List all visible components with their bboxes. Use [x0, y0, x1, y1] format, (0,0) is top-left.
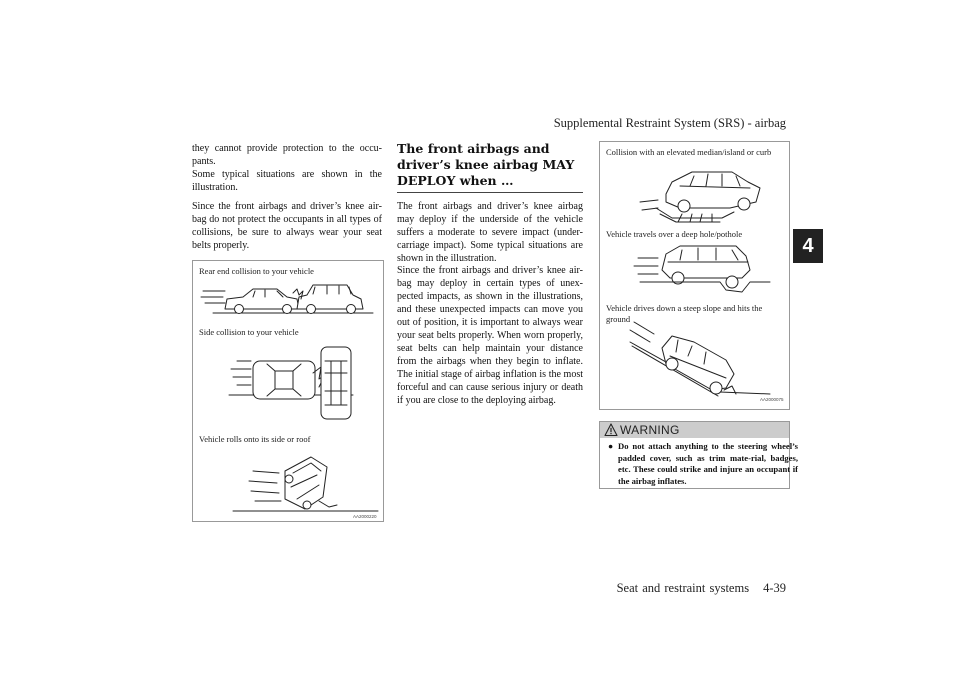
right-figure-drawings	[600, 142, 789, 409]
left-paragraph-2: Some typical situations are shown in the illustration.	[192, 169, 382, 193]
figure-label-pothole: Vehicle travels over a deep hole/pothole	[606, 229, 743, 239]
steep-slope-drawing	[630, 322, 770, 396]
figure-label-steep-slope: Vehicle drives down a steep slope and hits the ground	[606, 303, 763, 324]
warning-header	[600, 422, 789, 438]
collision-illustration-right	[599, 141, 790, 410]
pothole-drawing	[634, 246, 770, 292]
bullet-icon: ●	[608, 441, 615, 451]
figure-code: AA2000075	[760, 397, 784, 402]
footer-section-name: Seat and restraint systems	[616, 581, 750, 595]
warning-text-block	[606, 441, 798, 487]
left-figure-drawings	[193, 261, 383, 521]
page-footer	[617, 581, 786, 596]
chapter-tab: 4	[793, 229, 823, 263]
figure-code: AA2000220	[353, 514, 377, 519]
rear-end-collision-drawing	[201, 285, 373, 314]
footer-page-number: 4-39	[763, 581, 786, 595]
middle-paragraph-1: The front airbags and driver’s knee airbag may deploy if the underside of the vehicle suffers a moderate to severe impact (under-carriage impact). Some typical situations are shown in the illustration.	[397, 201, 583, 264]
figure-label-rear-end: Rear end collision to your vehicle	[199, 266, 314, 276]
warning-title: WARNING	[620, 423, 680, 437]
side-collision-drawing	[229, 347, 353, 419]
page-header-title: Supplemental Restraint System (SRS) - airbag	[553, 116, 786, 130]
rollover-drawing	[233, 457, 378, 511]
collision-illustration-left	[192, 260, 384, 522]
figure-label-median-curb: Collision with an elevated median/island or curb	[606, 147, 772, 157]
figure-label-rollover: Vehicle rolls onto its side or roof	[199, 434, 311, 444]
left-paragraph-1: they cannot provide protection to the occu-pants.	[192, 143, 382, 167]
section-heading: The front airbags and driver’s knee airbag MAY DEPLOY when …	[397, 141, 583, 193]
left-paragraph-3: Since the front airbags and driver’s knee air-bag do not protect the occupants in all types of collisions, be sure to always wear your seat belts properly.	[192, 201, 382, 251]
warning-text: Do not attach anything to the steering wheel’s padded cover, such as trim mate-rial, badges, etc. These could strike and injure an occupant if the airbag inflates.	[617, 441, 798, 486]
warning-triangle-icon	[604, 423, 618, 437]
curb-collision-drawing	[640, 172, 760, 222]
figure-label-side: Side collision to your vehicle	[199, 327, 299, 337]
middle-paragraph-2: Since the front airbags and driver’s knee air-bag may deploy in certain types of unex-pected impacts, as shown in the illustrations, and these unexpected impacts can move you out of position, it is important to always wear your seat belts properly. When worn properly, seat belts can help maintain your distance from the airbags when they begin to inflate. The initial stage of airbag inflation is the most forceful and can cause serious injury or death if you are close to the deploying airbag.	[397, 265, 583, 406]
warning-box	[599, 421, 798, 489]
